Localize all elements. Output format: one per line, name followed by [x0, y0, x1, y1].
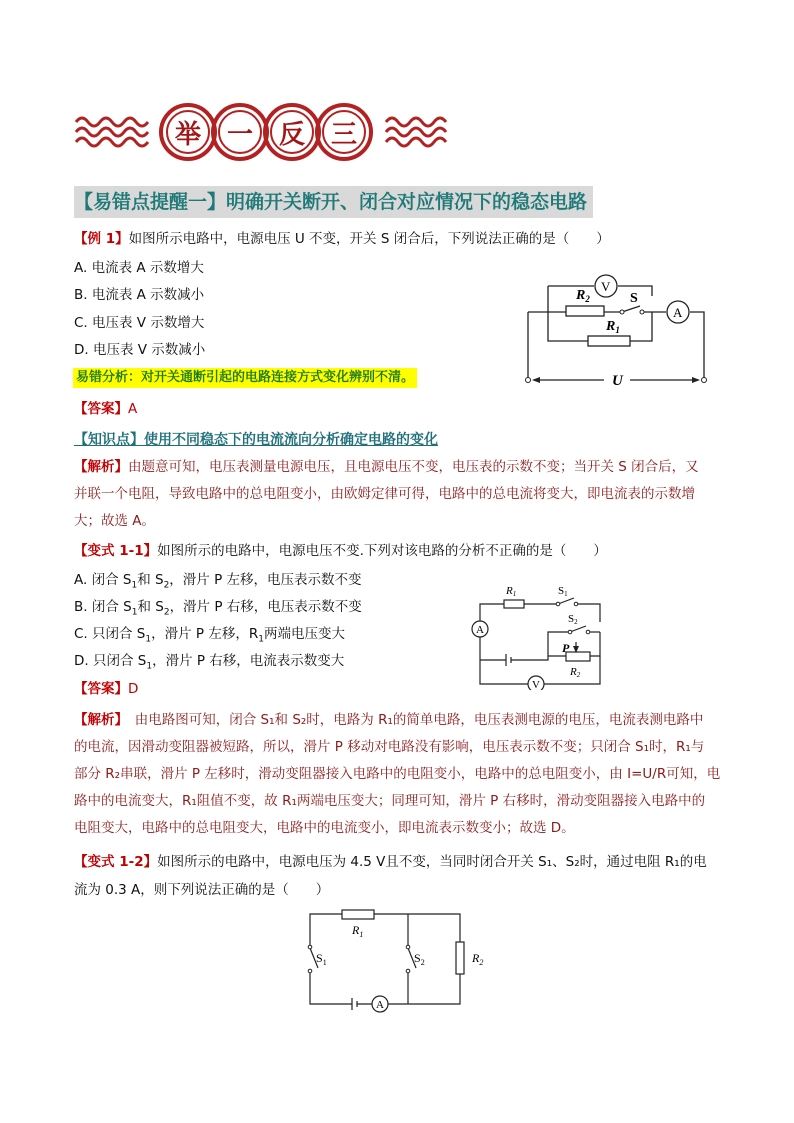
r1-label: $R_1$ [606, 319, 620, 335]
s2-label: S2 [568, 613, 578, 626]
ammeter-label: A [376, 999, 384, 1011]
p-label: P [562, 641, 570, 655]
voltmeter-label: V [532, 679, 540, 690]
example1-knowledge-point: 【知识点】使用不同稳态下的电流流向分析确定电路的变化 [74, 432, 438, 448]
wave-decoration-right [384, 112, 459, 152]
r2-label: R2 [570, 666, 581, 679]
r2-label: $R_2$ [576, 288, 590, 304]
variant2-question-line-2: 流为 0.3 A，则下列说法正确的是（ ） [74, 882, 330, 898]
variant2-label: 【变式 1-2】 [74, 854, 158, 870]
s2-label: $S_2$ [414, 951, 425, 967]
example1-answer: 【答案】A [74, 401, 138, 417]
example1-question: 如图所示电路中，电源电压 U 不变，开关 S 闭合后，下列说法正确的是（ ） [128, 231, 610, 247]
variant1-circuit-diagram [466, 580, 616, 690]
variant1-label: 【变式 1-1】 [74, 543, 158, 559]
example1-warning: 易错分析：对开关通断引起的电路连接方式变化辨别不清。 [73, 368, 417, 388]
header-char-1: 举 [174, 120, 201, 150]
header-char-3: 反 [278, 120, 305, 150]
example1-option-b: B. 电流表 A 示数减小 [74, 287, 205, 303]
header-chars [158, 92, 378, 172]
example1-option-c: C. 电压表 V 示数增大 [74, 315, 205, 331]
s1-label: $S_1$ [316, 951, 327, 967]
variant1-option-b: B. 闭合 $S_1$和 $S_2$，滑片 P 右移，电压表示数不变 [74, 599, 362, 618]
header-banner [72, 92, 462, 172]
example1-option-d: D. 电压表 V 示数减小 [74, 342, 206, 358]
example1-analysis: 【解析】由题意可知，电压表测量电源电压，且电源电压不变，电压表的示数不变；当开关 S 闭合后，又 并联一个电阻，导致电路中的总电阻变小，由欧姆定律可得，电路中的总电流将变大，即电流表的示数增 大；故选 A。 [74, 459, 699, 529]
s1-label: S1 [558, 585, 568, 598]
ammeter-a-label: A [673, 305, 683, 320]
example1-question-line [74, 229, 610, 249]
variant1-question-line [74, 541, 607, 561]
example1-option-a: A. 电流表 A 示数增大 [74, 260, 204, 276]
u-label: U [612, 373, 623, 389]
ammeter-v-label: V [601, 279, 611, 294]
ammeter-label: A [476, 624, 484, 636]
r2-label: $R_2$ [472, 951, 484, 967]
variant1-answer: 【答案】D [74, 681, 139, 697]
variant2-circuit-diagram [300, 904, 500, 1022]
r1-label: $R_1$ [352, 923, 364, 939]
wave-decoration-left [72, 112, 157, 152]
example1-label: 【例 1】 [74, 231, 129, 247]
example1-circuit-diagram [518, 266, 718, 391]
section-title: 【易错点提醒一】明确开关断开、闭合对应情况下的稳态电路 [74, 186, 593, 218]
r1-label: R1 [506, 585, 517, 598]
s-label: S [630, 291, 638, 306]
header-char-2: 一 [226, 120, 253, 150]
variant1-option-c: C. 只闭合 $S_1$，滑片 P 左移，$R_1$两端电压变大 [74, 626, 345, 645]
variant1-analysis: 【解析】 由电路图可知，闭合 S₁和 S₂时，电路为 R₁的简单电路，电压表测电源的电压，电流表测电路中 的电流，因滑动变阻器被短路，所以，滑片 P 移动对电路没有影响，电压表示数不变；只闭合 S₁时，R₁与 部分 R₂串联，滑片 P 左移时，滑动变阻器接入电路中的电阻变小，电路中的总电阻变小，由 I=U/R可知，电 路中的电流变大，R₁阻值不变，故 R₁两端电压变大；同理可知，滑片 P 右移时，滑动变阻器接入电路中的 电阻变大，电路中的总电阻变大，电路中的电流变小，即电流表示数变小；故选 D。 [74, 712, 721, 836]
variant1-option-a: A. 闭合 $S_1$和 $S_2$，滑片 P 左移，电压表示数不变 [74, 572, 362, 591]
header-char-4: 三 [330, 120, 357, 150]
variant1-question: 如图所示的电路中，电源电压不变.下列对该电路的分析不正确的是（ ） [157, 543, 607, 559]
variant1-option-d: D. 只闭合 $S_1$，滑片 P 右移，电流表示数变大 [74, 653, 345, 672]
variant2-question-line-1: 【变式 1-2】如图所示的电路中，电源电压为 4.5 V且不变，当同时闭合开关 S₁、S₂时，通过电阻 R₁的电 [74, 854, 707, 870]
